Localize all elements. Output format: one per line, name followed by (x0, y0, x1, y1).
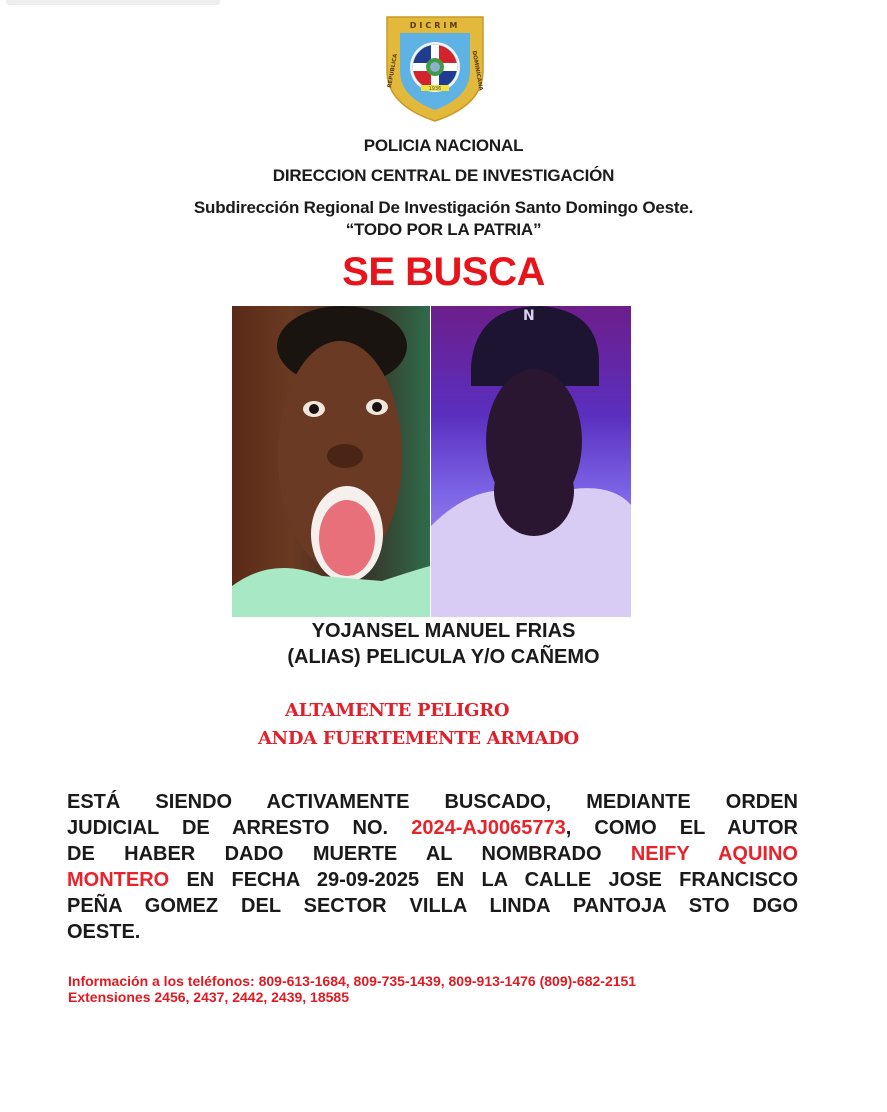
description-text: , COMO EL AUTOR (565, 817, 798, 839)
victim-name: NEIFY AQUINO (630, 843, 798, 865)
subdirectorate-name: Subdirección Regional De Investigación Santo Domingo Oeste. (193, 198, 694, 217)
suspect-alias: (ALIAS) PELICULA Y/O CAÑEMO (287, 646, 600, 668)
directorate-name: DIRECCION CENTRAL DE INVESTIGACIÓN (272, 166, 615, 185)
wanted-title: SE BUSCA (342, 250, 545, 294)
victim-surname: MONTERO (67, 869, 170, 891)
description-line-4 (67, 867, 798, 893)
dicrim-shield-icon (383, 13, 487, 123)
top-edge-bar (6, 0, 220, 5)
warrant-number: 2024-AJ0065773 (411, 817, 566, 839)
danger-warning: ALTAMENTE PELIGRO (285, 700, 510, 721)
svg-text:N: N (522, 308, 535, 324)
armed-warning: ANDA FUERTEMENTE ARMADO (258, 728, 579, 749)
description-text: DE HABER DADO MUERTE AL NOMBRADO (67, 843, 631, 865)
description-line-1: ESTÁ SIENDO ACTIVAMENTE BUSCADO, MEDIANTE ORDEN (67, 791, 798, 813)
description-line-6: OESTE. (67, 921, 141, 943)
description-line-5: PEÑA GOMEZ DEL SECTOR VILLA LINDA PANTOJA STO DGO (67, 895, 798, 917)
description-line-2 (67, 815, 798, 841)
suspect-photo-2 (431, 306, 632, 617)
svg-text:DOMINICANA: DOMINICANA (470, 50, 484, 92)
svg-text:REPUBLICA: REPUBLICA (387, 53, 399, 89)
warrant-label: JUDICIAL DE ARRESTO NO. (67, 817, 412, 839)
description-line-3 (67, 841, 798, 867)
svg-text:1936: 1936 (428, 86, 442, 92)
suspect-portrait-2-icon (431, 306, 632, 617)
dicrim-logo (383, 13, 487, 123)
case-description (67, 789, 798, 945)
motto: “TODO POR LA PATRIA” (345, 220, 542, 239)
description-text: EN FECHA 29-09-2025 EN LA CALLE JOSE FRANCISCO (169, 869, 798, 891)
suspect-photos (232, 306, 631, 617)
suspect-photo-1 (232, 306, 430, 617)
suspect-portrait-1-icon (232, 306, 430, 617)
contact-extensions: Extensiones 2456, 2437, 2442, 2439, 18585 (68, 989, 349, 1005)
suspect-name: YOJANSEL MANUEL FRIAS (311, 620, 576, 642)
contact-phones: Información a los teléfonos: 809-613-1684, 809-735-1439, 809-913-1476 (809)-682-2151 (68, 973, 637, 989)
agency-name: POLICIA NACIONAL (363, 136, 524, 155)
svg-text:DICRIM: DICRIM (409, 21, 461, 30)
